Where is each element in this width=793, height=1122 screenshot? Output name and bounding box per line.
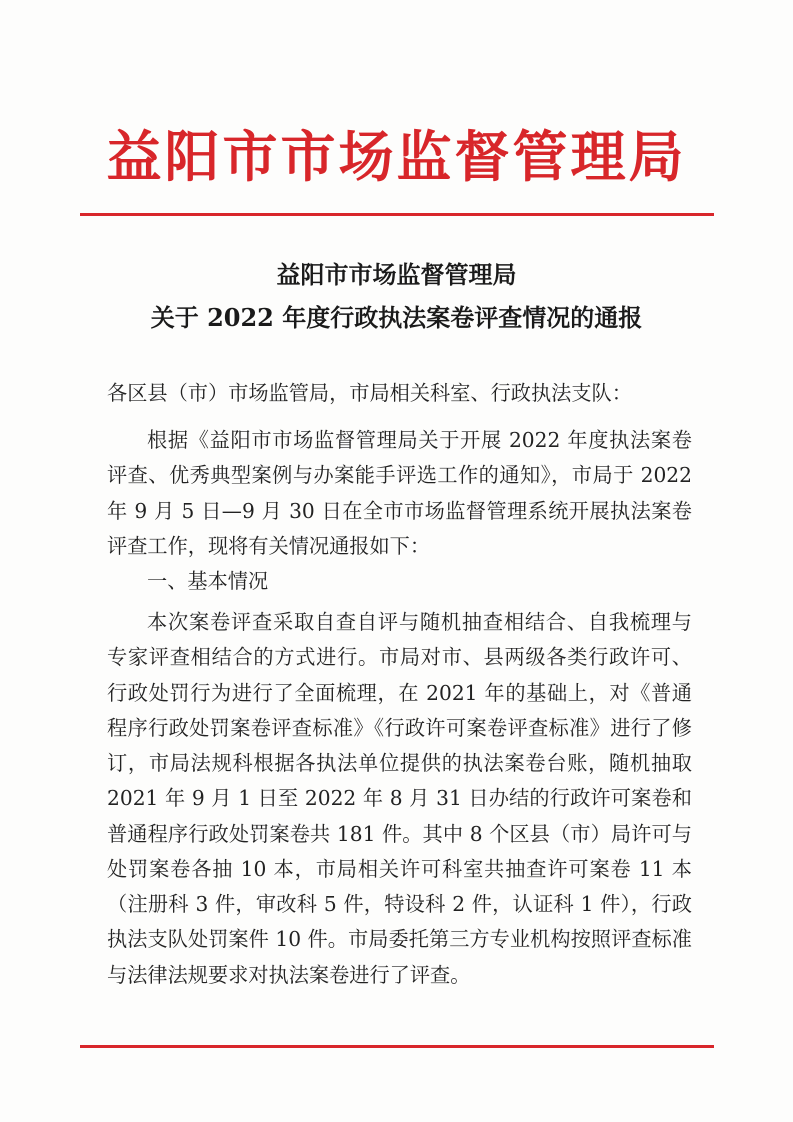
body-paragraph-1: 根据《益阳市市场监督管理局关于开展 2022 年度执法案卷评查、优秀典型案例与办案能手评选工作的通知》，市局于 2022 年 9 月 5 日—9 月 30 日在全市市场监督管理系统开展执法案卷评查工作，现将有关情况通报如下： — [107, 428, 692, 558]
document-title-line-1: 益阳市市场监督管理局 — [276, 260, 517, 289]
footer-red-rule — [80, 1045, 714, 1048]
letterhead-red-rule — [80, 213, 714, 216]
addressee: 各区县（市）市场监管局，市局相关科室、行政执法支队： — [107, 381, 632, 405]
body-paragraph-2: 本次案卷评查采取自查自评与随机抽查相结合、自我梳理与专家评查相结合的方式进行。市局对市、县两级各类行政许可、行政处罚行为进行了全面梳理，在 2021 年的基础上，对《普通程序行政处罚案卷评查标准》《行政许可案卷评查标准》进行了修订，市局法规科根据各执法单位提供的执法案卷台账，随机抽取 2021 年 9 月 1 日至 2022 年 8 月 31 日办结的行政许可案卷和普通程序行政处罚案卷共 181 件。其中 8 个区县（市）局许可与处罚案卷各抽 10 本，市局相关许可科室共抽查许可案卷 11 本（注册科 3 件，审改科 5 件，特设科 2 件，认证科 1 件），行政执法支队处罚案件 10 件。市局委托第三方专业机构按照评查标准与法律法规要求对执法案卷进行了评查。 — [107, 610, 692, 987]
section-heading-basic-situation: 一、基本情况 — [147, 569, 269, 593]
letterhead-title: 益阳市市场监督管理局 — [106, 124, 687, 189]
document-title-line-2: 关于 2022 年度行政执法案卷评查情况的通报 — [150, 303, 643, 332]
